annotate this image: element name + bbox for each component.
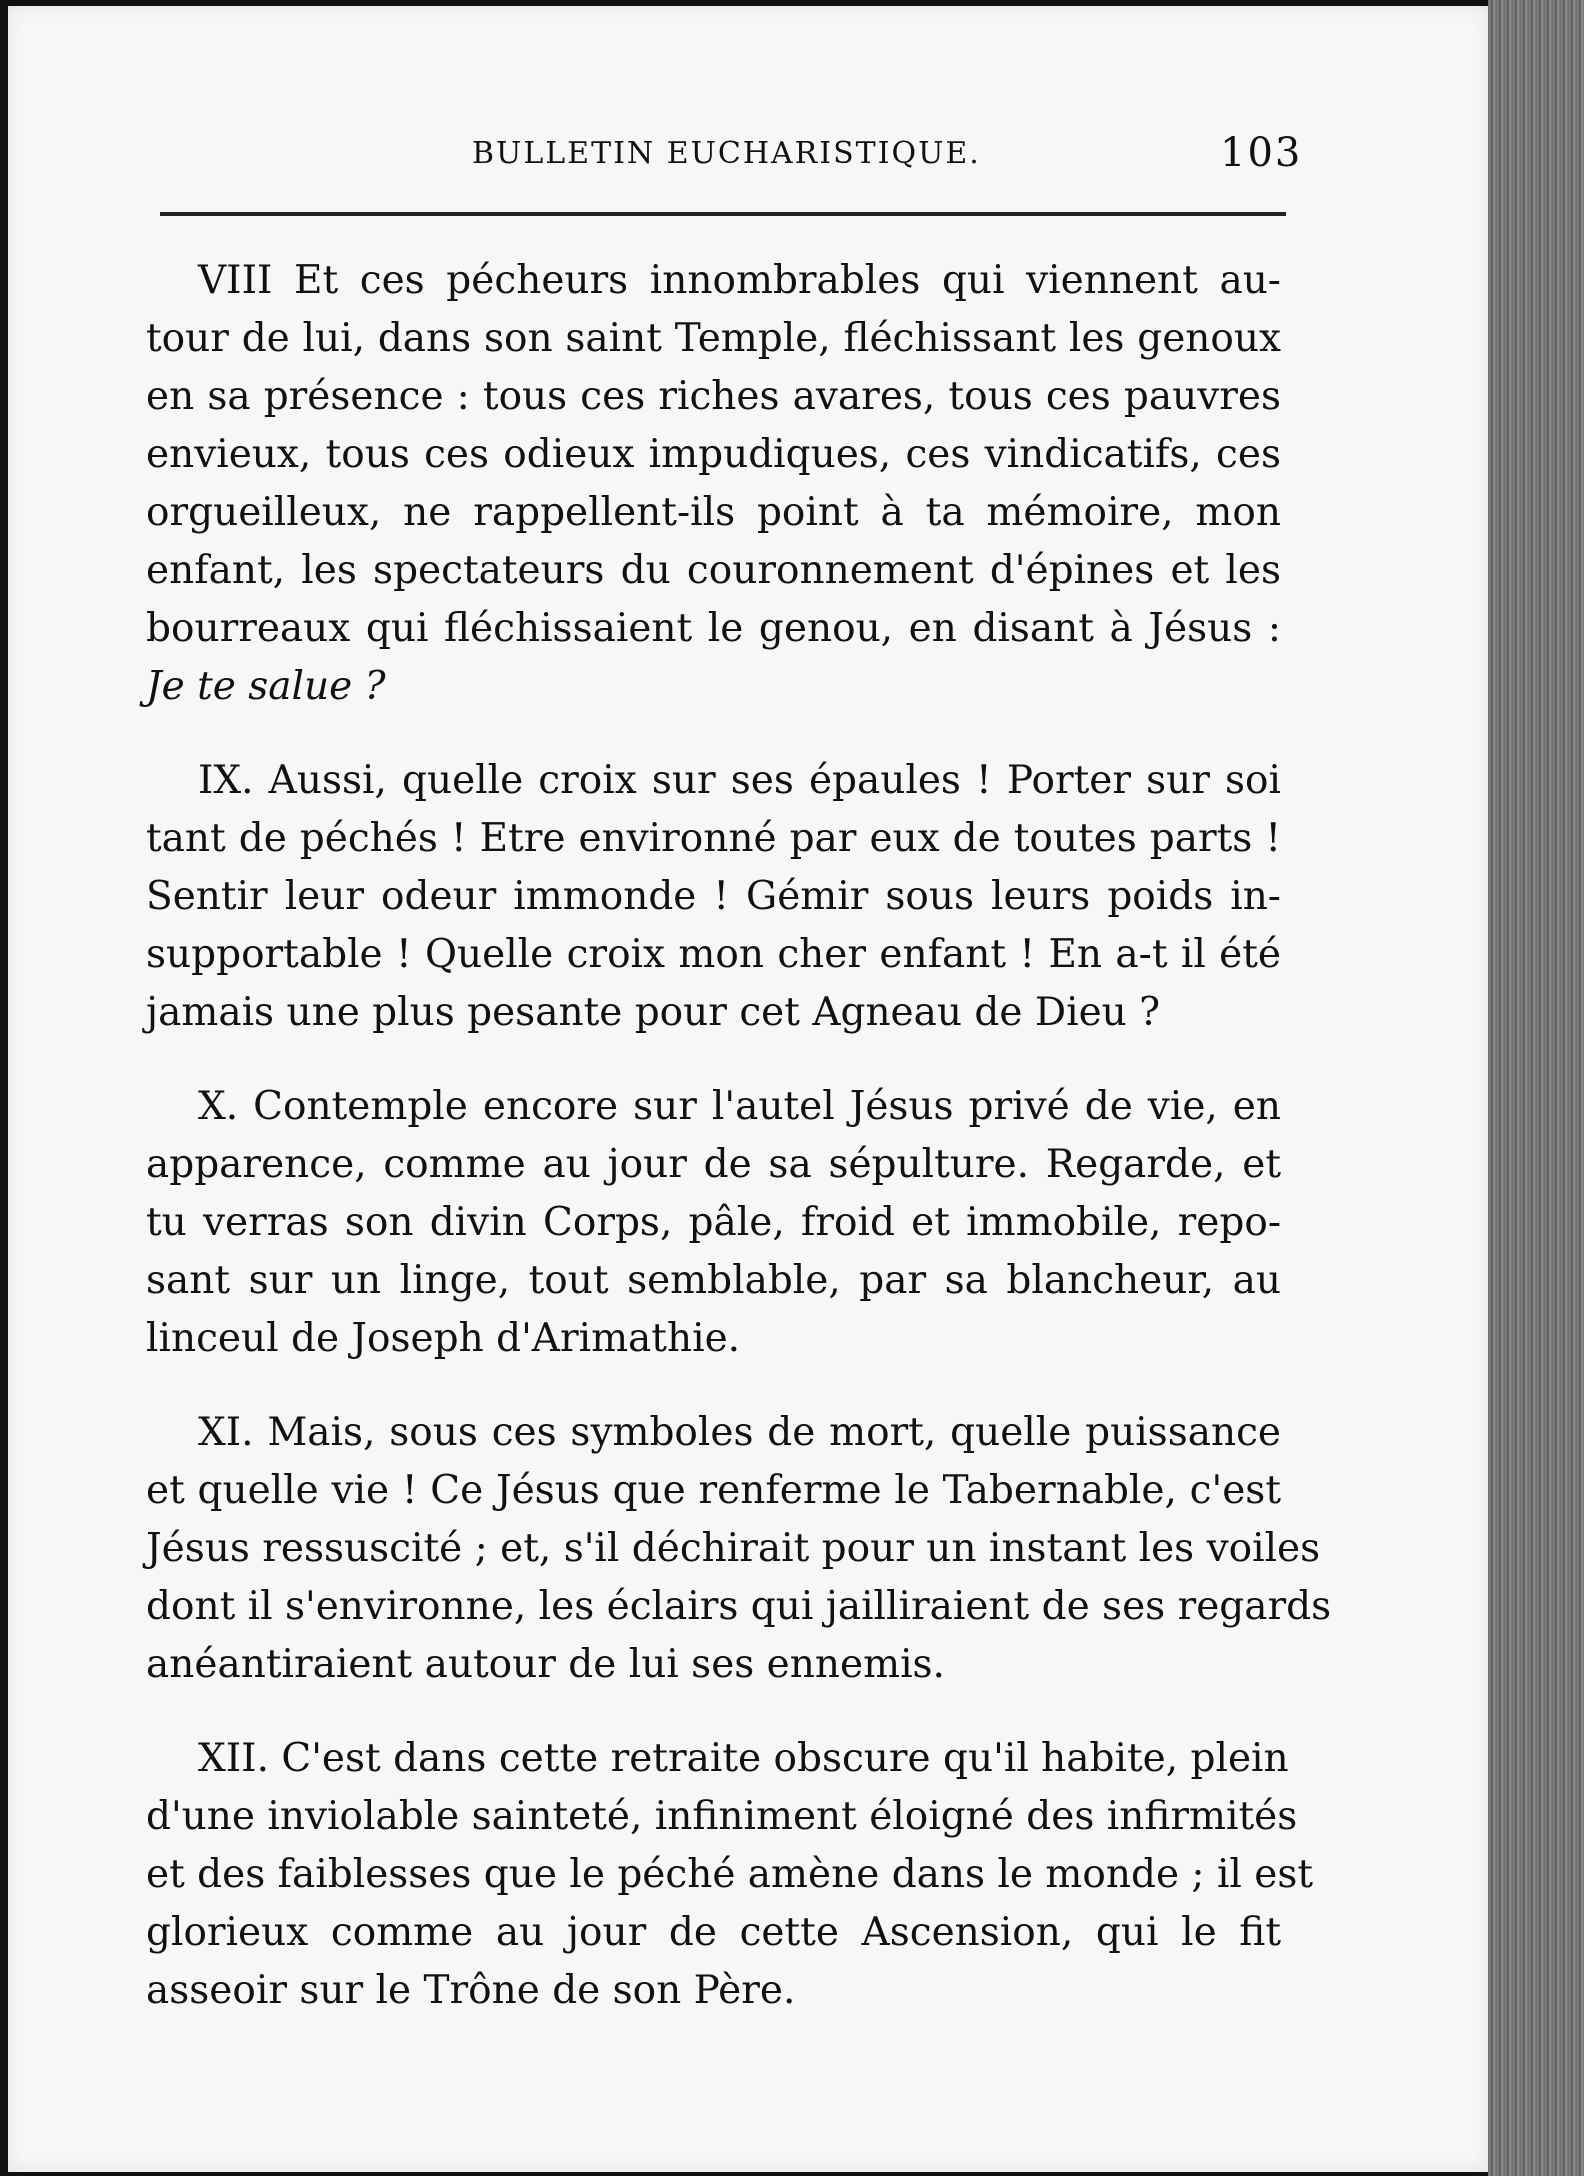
text-line: et des faiblesses que le péché amène dans le monde ; il est [146, 1852, 1314, 1897]
document-body [146, 252, 1332, 2056]
paragraph [146, 752, 1281, 1042]
text-line: Jésus ressuscité ; et, s'il déchirait pour un instant les voiles [146, 1526, 1321, 1571]
text-line: tu verras son divin Corps, pâle, froid et immobile, repo- [146, 1200, 1281, 1245]
text-line: sant sur un linge, tout semblable, par sa blancheur, au [146, 1258, 1281, 1303]
text-line: apparence, comme au jour de sa sépulture. Regarde, et [146, 1142, 1281, 1187]
text-line: XI. Mais, sous ces symboles de mort, quelle puissance [198, 1410, 1281, 1455]
text-line: glorieux comme au jour de cette Ascension, qui le fit [146, 1910, 1281, 1955]
text-line: asseoir sur le Trône de son Père. [146, 1968, 796, 2013]
text-line: anéantiraient autour de lui ses ennemis. [146, 1642, 945, 1687]
text-line: dont il s'environne, les éclairs qui jailliraient de ses regards [146, 1584, 1332, 1629]
text-line: et quelle vie ! Ce Jésus que renferme le Tabernable, c'est [146, 1468, 1281, 1513]
text-line: d'une inviolable sainteté, infiniment éloigné des infirmités [146, 1794, 1298, 1839]
text-line: XII. C'est dans cette retraite obscure qu'il habite, plein [198, 1736, 1289, 1781]
text-line: linceul de Joseph d'Arimathie. [146, 1316, 741, 1361]
text-line: jamais une plus pesante pour cet Agneau de Dieu ? [146, 990, 1161, 1035]
paragraph [146, 252, 1281, 716]
text-line: supportable ! Quelle croix mon cher enfant ! En a-t il été [146, 932, 1281, 977]
text-line: IX. Aussi, quelle croix sur ses épaules ! Porter sur soi [198, 758, 1281, 803]
text-line: bourreaux qui fléchissaient le genou, en disant à Jésus : [146, 606, 1281, 651]
page-edge-shadow [1488, 0, 1584, 2176]
page-number: 103 [1220, 130, 1303, 176]
running-title: BULLETIN EUCHARISTIQUE. [472, 136, 981, 171]
paragraph [146, 1404, 1332, 1694]
text-line: Sentir leur odeur immonde ! Gémir sous leurs poids in- [146, 874, 1281, 919]
text-line: X. Contemple encore sur l'autel Jésus privé de vie, en [198, 1084, 1281, 1129]
paragraph [146, 1078, 1281, 1368]
text-line: envieux, tous ces odieux impudiques, ces vindicatifs, ces [146, 432, 1281, 477]
text-line: VIII Et ces pécheurs innombrables qui viennent au- [198, 258, 1281, 303]
text-line: tant de péchés ! Etre environné par eux de toutes parts ! [146, 816, 1281, 861]
running-header [0, 130, 1584, 176]
header-rule [160, 212, 1286, 216]
text-line: orgueilleux, ne rappellent-ils point à ta mémoire, mon [146, 490, 1281, 535]
text-line: en sa présence : tous ces riches avares, tous ces pauvres [146, 374, 1281, 419]
text-line: Je te salue ? [146, 664, 386, 709]
text-line: tour de lui, dans son saint Temple, fléchissant les genoux [146, 316, 1281, 361]
paragraph [146, 1730, 1314, 2020]
text-line: enfant, les spectateurs du couronnement d'épines et les [146, 548, 1281, 593]
